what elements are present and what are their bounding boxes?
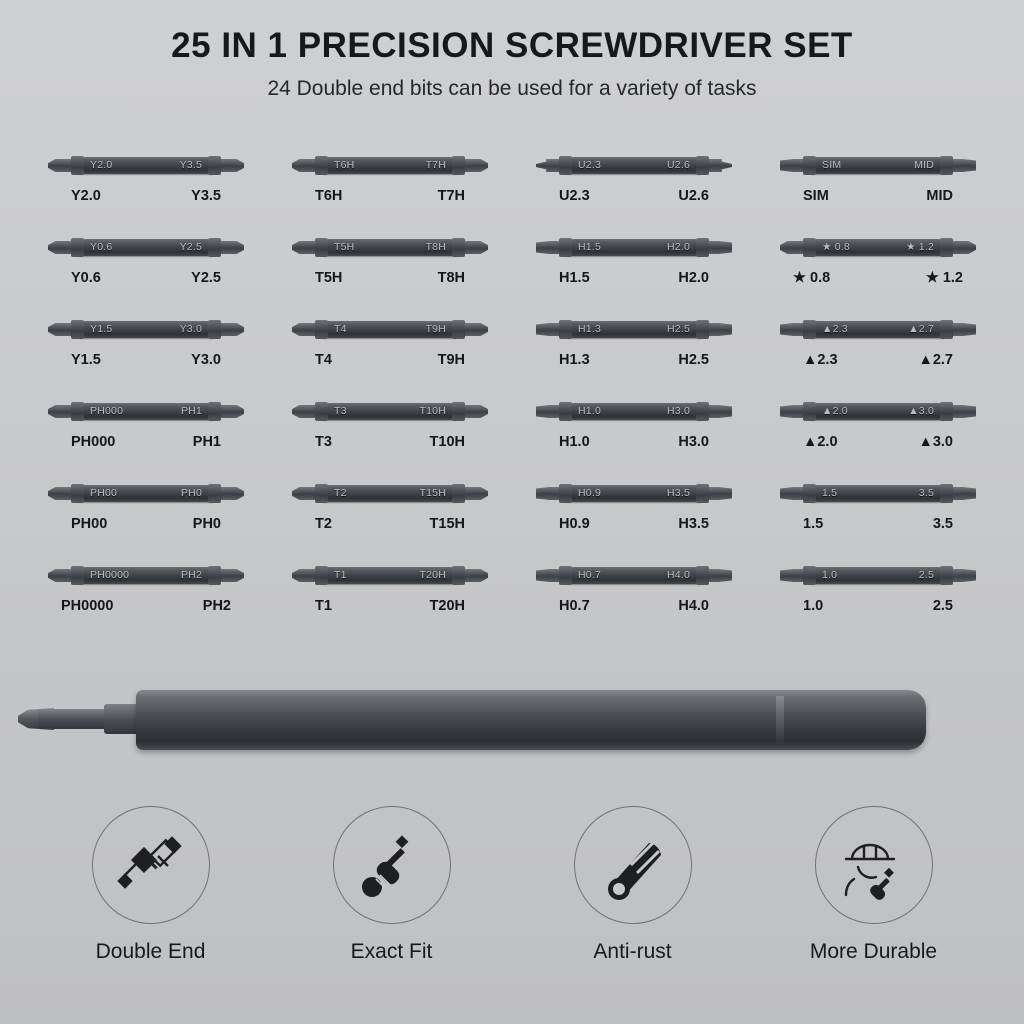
bit-engraving <box>578 241 690 253</box>
bit-labels <box>559 188 709 204</box>
steel-tube-icon <box>574 806 692 924</box>
bit-engraving-right: H4.0 <box>667 569 690 581</box>
bit-engraving <box>578 323 690 335</box>
bit-engraving <box>90 405 202 417</box>
bit-engraving-right: ▲2.7 <box>908 323 934 335</box>
bit-labels <box>793 270 963 286</box>
bit-engraving-left: T6H <box>334 159 355 171</box>
bit-engraving-left: 1.0 <box>822 569 838 581</box>
bit-illustration <box>536 558 732 592</box>
handle-body <box>136 690 926 750</box>
bit-label-left: H1.5 <box>559 270 590 286</box>
bit-engraving-left: ▲2.3 <box>822 323 848 335</box>
bit-engraving-right: PH0 <box>180 487 202 499</box>
bit-illustration <box>780 312 976 346</box>
bit-label-left: Y1.5 <box>71 352 101 368</box>
double-end-bit-icon <box>92 806 210 924</box>
bit-engraving-left: Y0.6 <box>90 241 113 253</box>
bit-engraving-right: T7H <box>425 159 446 171</box>
bit-illustration <box>536 230 732 264</box>
bit-engraving-right: T10H <box>419 405 446 417</box>
bit-item <box>516 394 752 476</box>
bit-engraving-right: T9H <box>425 323 446 335</box>
bit-illustration <box>292 312 488 346</box>
bit-illustration <box>292 148 488 182</box>
bit-label-right: H3.5 <box>678 516 709 532</box>
bit-engraving-right: T15H <box>419 487 446 499</box>
bit-labels <box>71 352 221 368</box>
bit-illustration <box>48 558 244 592</box>
bit-engraving-right: 3.5 <box>918 487 934 499</box>
bit-engraving <box>822 487 934 499</box>
bit-engraving-left: PH0000 <box>90 569 130 581</box>
bit-labels <box>559 434 709 450</box>
feature-label: Exact Fit <box>350 940 433 963</box>
bit-labels <box>559 352 709 368</box>
bit-label-right: ▲3.0 <box>918 434 953 450</box>
bit-engraving-right: Y3.0 <box>179 323 202 335</box>
bit-label-left: T3 <box>315 434 332 450</box>
bit-item <box>760 312 996 394</box>
bit-engraving <box>90 159 202 171</box>
bit-label-left: Y2.0 <box>71 188 101 204</box>
bit-labels <box>71 270 221 286</box>
bit-item <box>272 148 508 230</box>
bit-label-left: T4 <box>315 352 332 368</box>
bit-engraving-left: T4 <box>334 323 347 335</box>
bit-item <box>760 558 996 640</box>
bit-label-right: T8H <box>437 270 465 286</box>
bit-labels <box>803 352 953 368</box>
bit-labels <box>61 598 231 614</box>
bit-labels <box>803 516 953 532</box>
bit-item <box>28 394 264 476</box>
bit-illustration <box>780 394 976 428</box>
bit-engraving-left: H1.3 <box>578 323 601 335</box>
bit-label-right: Y3.0 <box>191 352 221 368</box>
bit-labels <box>803 188 953 204</box>
bit-label-right: U2.6 <box>678 188 709 204</box>
bit-illustration <box>536 476 732 510</box>
bit-engraving <box>334 487 446 499</box>
bit-engraving-left: Y2.0 <box>90 159 113 171</box>
bit-item <box>28 230 264 312</box>
bit-illustration <box>780 476 976 510</box>
bit-label-left: H1.3 <box>559 352 590 368</box>
bit-engraving-left: T2 <box>334 487 347 499</box>
bit-engraving-right: H3.5 <box>667 487 690 499</box>
bit-item <box>516 312 752 394</box>
bit-label-left: H0.7 <box>559 598 590 614</box>
bit-item <box>28 148 264 230</box>
bit-label-right: ▲2.7 <box>918 352 953 368</box>
bit-label-left: H1.0 <box>559 434 590 450</box>
bit-label-right: PH1 <box>192 434 221 450</box>
feature-item <box>753 806 994 964</box>
bit-engraving-right: 2.5 <box>918 569 934 581</box>
bit-engraving-right: ★ 1.2 <box>906 241 934 253</box>
bit-engraving-left: Y1.5 <box>90 323 113 335</box>
bit-engraving-right: PH1 <box>180 405 202 417</box>
bit-illustration <box>780 230 976 264</box>
feature-item <box>512 806 753 964</box>
feature-label: Double End <box>95 940 206 963</box>
bit-label-right: H3.0 <box>678 434 709 450</box>
bit-engraving-right: T8H <box>425 241 446 253</box>
page-subtitle: 24 Double end bits can be used for a variety of tasks <box>267 76 757 100</box>
bit-engraving-right: H3.0 <box>667 405 690 417</box>
bit-engraving-right: H2.5 <box>667 323 690 335</box>
bit-item <box>760 148 996 230</box>
bit-label-right: Y2.5 <box>191 270 221 286</box>
bit-labels <box>315 352 465 368</box>
feature-row <box>30 806 994 964</box>
bit-engraving <box>334 323 446 335</box>
bit-engraving <box>90 569 202 581</box>
worker-helmet-icon <box>815 806 933 924</box>
bit-item <box>272 558 508 640</box>
bit-labels <box>315 516 465 532</box>
bit-engraving <box>578 405 690 417</box>
bit-item <box>28 476 264 558</box>
bit-engraving-left: U2.3 <box>578 159 601 171</box>
bit-label-right: PH0 <box>192 516 221 532</box>
bit-label-left: T5H <box>315 270 343 286</box>
bit-engraving <box>822 405 934 417</box>
bit-label-left: ★ 0.8 <box>793 270 831 286</box>
bit-engraving-left: H1.5 <box>578 241 601 253</box>
bit-engraving <box>578 569 690 581</box>
bit-labels <box>71 188 221 204</box>
bit-label-right: PH2 <box>202 598 231 614</box>
bit-label-left: T1 <box>315 598 332 614</box>
bit-label-left: PH0000 <box>61 598 114 614</box>
bit-label-left: PH000 <box>71 434 116 450</box>
bit-labels <box>71 434 221 450</box>
bit-item <box>272 394 508 476</box>
bit-label-right: H4.0 <box>678 598 709 614</box>
bit-label-left: U2.3 <box>559 188 590 204</box>
bit-engraving <box>90 487 202 499</box>
bit-engraving-left: PH000 <box>90 405 124 417</box>
bit-illustration <box>536 312 732 346</box>
bit-item <box>272 312 508 394</box>
bit-labels <box>559 516 709 532</box>
bit-label-left: 1.5 <box>803 516 824 532</box>
bit-item <box>516 476 752 558</box>
bit-engraving <box>822 569 934 581</box>
bit-engraving <box>334 241 446 253</box>
bit-label-right: MID <box>926 188 953 204</box>
bit-label-left: T6H <box>315 188 343 204</box>
bit-labels <box>315 270 465 286</box>
bit-illustration <box>48 148 244 182</box>
bit-item <box>760 394 996 476</box>
bit-illustration <box>536 394 732 428</box>
bit-labels <box>315 188 465 204</box>
bit-label-right: T7H <box>437 188 465 204</box>
bit-engraving <box>334 405 446 417</box>
bit-engraving <box>334 159 446 171</box>
feature-label: Anti-rust <box>593 940 672 963</box>
bit-engraving-right: Y2.5 <box>179 241 202 253</box>
page-title: 25 IN 1 PRECISION SCREWDRIVER SET <box>171 26 853 65</box>
screwdriver-icon <box>333 806 451 924</box>
bit-illustration <box>292 394 488 428</box>
handle-shaft <box>38 709 114 729</box>
bit-engraving-left: SIM <box>822 159 842 171</box>
feature-label: More Durable <box>809 940 938 963</box>
bit-engraving-right: H2.0 <box>667 241 690 253</box>
bit-engraving-right: ▲3.0 <box>908 405 934 417</box>
bit-illustration <box>48 230 244 264</box>
bit-illustration <box>48 476 244 510</box>
bit-engraving-left: H1.0 <box>578 405 601 417</box>
bit-illustration <box>536 148 732 182</box>
bit-label-left: ▲2.3 <box>803 352 838 368</box>
bit-label-right: 2.5 <box>932 598 953 614</box>
bit-item <box>272 476 508 558</box>
bit-label-right: T15H <box>429 516 465 532</box>
bit-labels <box>559 270 709 286</box>
bit-label-left: ▲2.0 <box>803 434 838 450</box>
bit-labels <box>803 598 953 614</box>
bit-illustration <box>780 148 976 182</box>
bit-engraving-right: PH2 <box>180 569 202 581</box>
bit-engraving <box>822 323 934 335</box>
bit-illustration <box>292 230 488 264</box>
bit-engraving-left: T3 <box>334 405 347 417</box>
bit-label-right: T9H <box>437 352 465 368</box>
feature-item <box>271 806 512 964</box>
bit-label-right: H2.5 <box>678 352 709 368</box>
bit-engraving <box>90 241 202 253</box>
bit-item <box>760 230 996 312</box>
bit-engraving-left: H0.9 <box>578 487 601 499</box>
bit-label-right: Y3.5 <box>191 188 221 204</box>
bit-item <box>516 230 752 312</box>
bit-labels <box>803 434 953 450</box>
bit-item <box>516 558 752 640</box>
bit-illustration <box>48 312 244 346</box>
bit-label-right: T10H <box>429 434 465 450</box>
bit-engraving-left: H0.7 <box>578 569 601 581</box>
bit-label-left: Y0.6 <box>71 270 101 286</box>
bit-label-right: ★ 1.2 <box>925 270 963 286</box>
bit-label-right: H2.0 <box>678 270 709 286</box>
bit-item <box>760 476 996 558</box>
bit-illustration <box>292 558 488 592</box>
bit-engraving-left: T1 <box>334 569 347 581</box>
bit-engraving-left: PH00 <box>90 487 118 499</box>
bit-engraving-left: T5H <box>334 241 355 253</box>
bit-label-left: PH00 <box>71 516 108 532</box>
bit-labels <box>559 598 709 614</box>
bit-item <box>28 312 264 394</box>
bit-item <box>28 558 264 640</box>
bit-item <box>516 148 752 230</box>
bit-illustration <box>780 558 976 592</box>
screwdriver-handle-illustration <box>0 662 1024 782</box>
bit-engraving <box>578 159 690 171</box>
bit-label-right: 3.5 <box>932 516 953 532</box>
bit-labels <box>71 516 221 532</box>
bit-label-left: H0.9 <box>559 516 590 532</box>
bit-illustration <box>292 476 488 510</box>
bit-engraving <box>578 487 690 499</box>
bit-label-left: SIM <box>803 188 829 204</box>
bit-engraving-right: MID <box>914 159 934 171</box>
bit-engraving-right: Y3.5 <box>179 159 202 171</box>
bit-engraving-right: U2.6 <box>667 159 690 171</box>
bit-label-left: T2 <box>315 516 332 532</box>
bit-engraving <box>334 569 446 581</box>
bit-engraving <box>822 241 934 253</box>
bit-illustration <box>48 394 244 428</box>
bit-item <box>272 230 508 312</box>
bit-engraving-right: T20H <box>419 569 446 581</box>
bit-engraving-left: ★ 0.8 <box>822 241 850 253</box>
bit-label-right: T20H <box>429 598 465 614</box>
feature-item <box>30 806 271 964</box>
bit-engraving <box>822 159 934 171</box>
bit-label-left: 1.0 <box>803 598 824 614</box>
bit-engraving <box>90 323 202 335</box>
bit-grid <box>28 148 996 640</box>
bit-engraving-left: 1.5 <box>822 487 838 499</box>
bit-engraving-left: ▲2.0 <box>822 405 848 417</box>
bit-labels <box>315 434 465 450</box>
bit-labels <box>315 598 465 614</box>
